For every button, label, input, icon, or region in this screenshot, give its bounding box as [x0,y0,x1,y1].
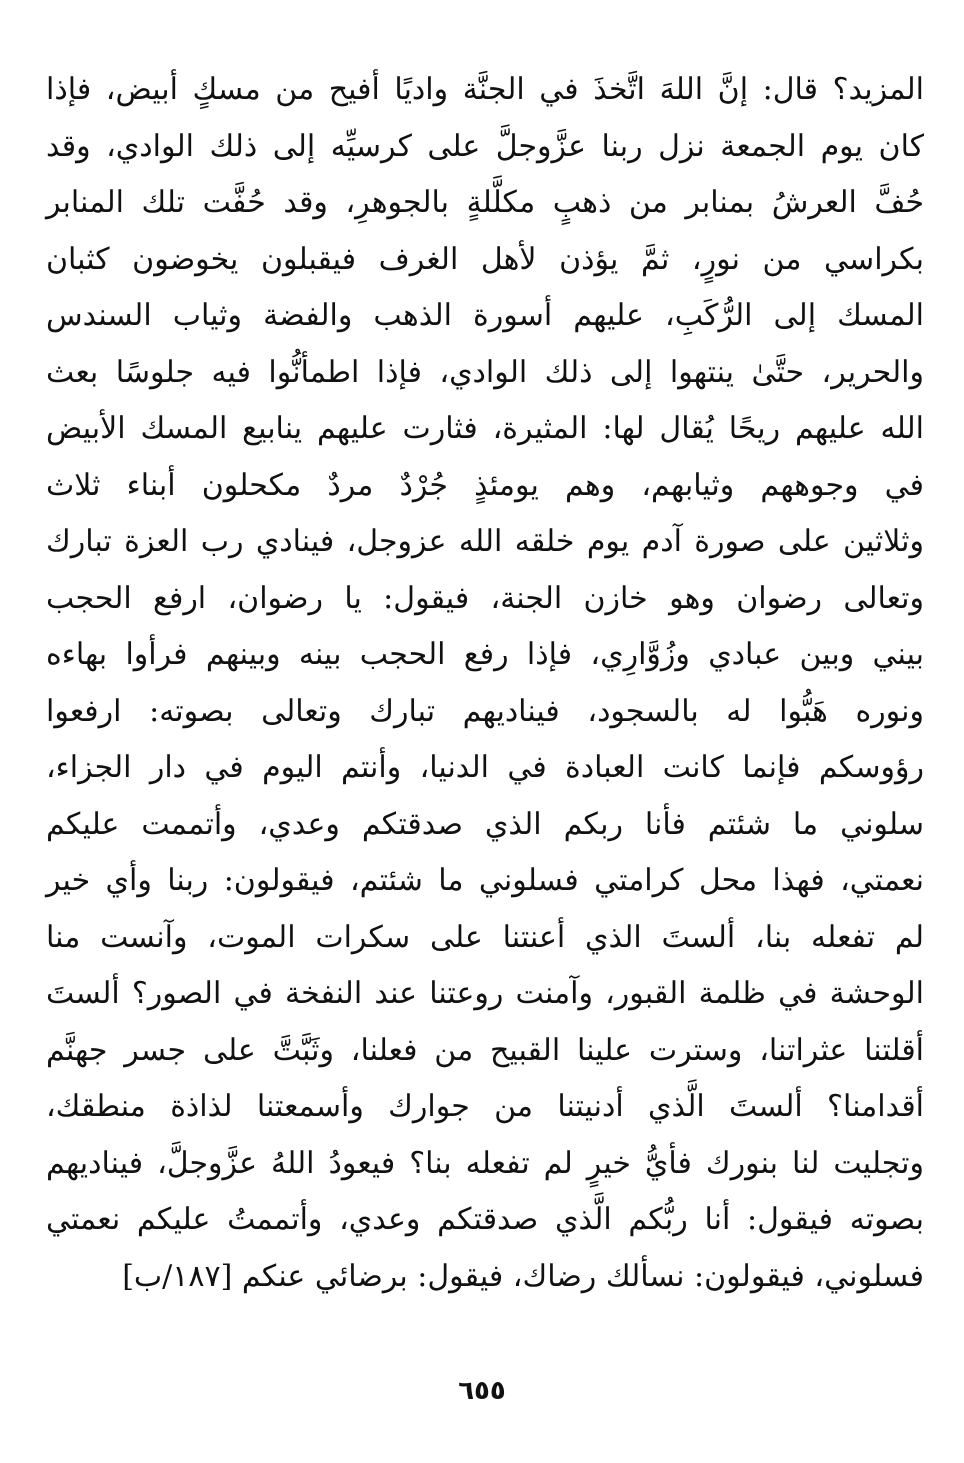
text-line: وتعالى رضوان وهو خازن الجنة، فيقول: يا رضوان، ارفع الحجب [46,580,924,616]
text-line: أقلتنا عثراتنا، وسترت علينا القبيح من فعلنا، وثَبَّتَّ على جسر جهنَّم [46,1032,924,1068]
text-line: كان يوم الجمعة نزل ربنا عزَّوجلَّ على كرسيِّه إلى ذلك الوادي، وقد [46,128,924,164]
text-line: وثلاثين على صورة آدم يوم خلقه الله عزوجل، فينادي رب العزة تبارك [46,524,924,559]
text-line: بصوته فيقول: أنا ربُّكم الَّذي صدقتكم وعدي، وأتممتُ عليكم نعمتي [46,1202,924,1237]
text-line: والحرير، حتَّىٰ ينتهوا إلى ذلك الوادي، فإذا اطمأنُّوا فيه جلوسًا بعث [46,354,924,390]
text-line: نعمتي، فهذا محل كرامتي فسلوني ما شئتم، فيقولون: ربنا وأي خير [46,863,924,898]
text-line: فسلوني، فيقولون: نسألك رضاك، فيقول: برضائي عنكم [١٨٧/ب] [122,1258,924,1294]
text-line: أقدامنا؟ ألستَ الَّذي أدنيتنا من جوارك وأسمعتنا لذاذة منطقك، [46,1089,924,1124]
text-line: لم تفعله بنا، ألستَ الذي أعنتنا على سكرات الموت، وآنست منا [46,919,924,955]
text-line: الوحشة في ظلمة القبور، وآمنت روعتنا عند النفخة في الصور؟ ألستَ [46,976,924,1011]
text-line: المسك إلى الرُّكَبِ، عليهم أسورة الذهب والفضة وثياب السندس [46,298,924,333]
text-line: بيني وبين عبادي وزُوَّارِي، فإذا رفع الحجب بينه وبينهم فرأوا بهاءه [46,637,924,672]
text-line: رؤوسكم فإنما كانت العبادة في الدنيا، وأنتم اليوم في دار الجزاء، [46,750,924,785]
text-line: حُفَّ العرشُ بمنابر من ذهبٍ مكلَّلةٍ بالجوهرِ، وقد حُفَّت تلك المنابر [46,185,924,220]
text-line: في وجوههم وثيابهم، وهم يومئذٍ جُرْدٌ مردٌ مكحلون أبناء ثلاث [46,467,924,503]
body-text [46,62,924,1305]
page-number: ٦٥٥ [458,1376,506,1406]
text-line: ونوره هَبُّوا له بالسجود، فيناديهم تبارك وتعالى بصوته: ارفعوا [46,693,924,729]
text-line: سلوني ما شئتم فأنا ربكم الذي صدقتكم وعدي، وأتممت عليكم [46,806,924,842]
text-line: بكراسي من نورٍ، ثمَّ يؤذن لأهل الغرف فيقبلون يخوضون كثبان [46,241,924,277]
text-line: وتجليت لنا بنورك فأيُّ خيرٍ لم تفعله بنا؟ فيعودُ اللهُ عزَّوجلَّ، فيناديهم [46,1145,924,1181]
text-line: المزيد؟ قال: إنَّ اللهَ اتَّخذَ في الجنَّة واديًا أفيح من مسكٍ أبيض، فإذا [46,72,924,107]
text-line: الله عليهم ريحًا يُقال لها: المثيرة، فثارت عليهم ينابيع المسك الأبيض [46,411,924,446]
